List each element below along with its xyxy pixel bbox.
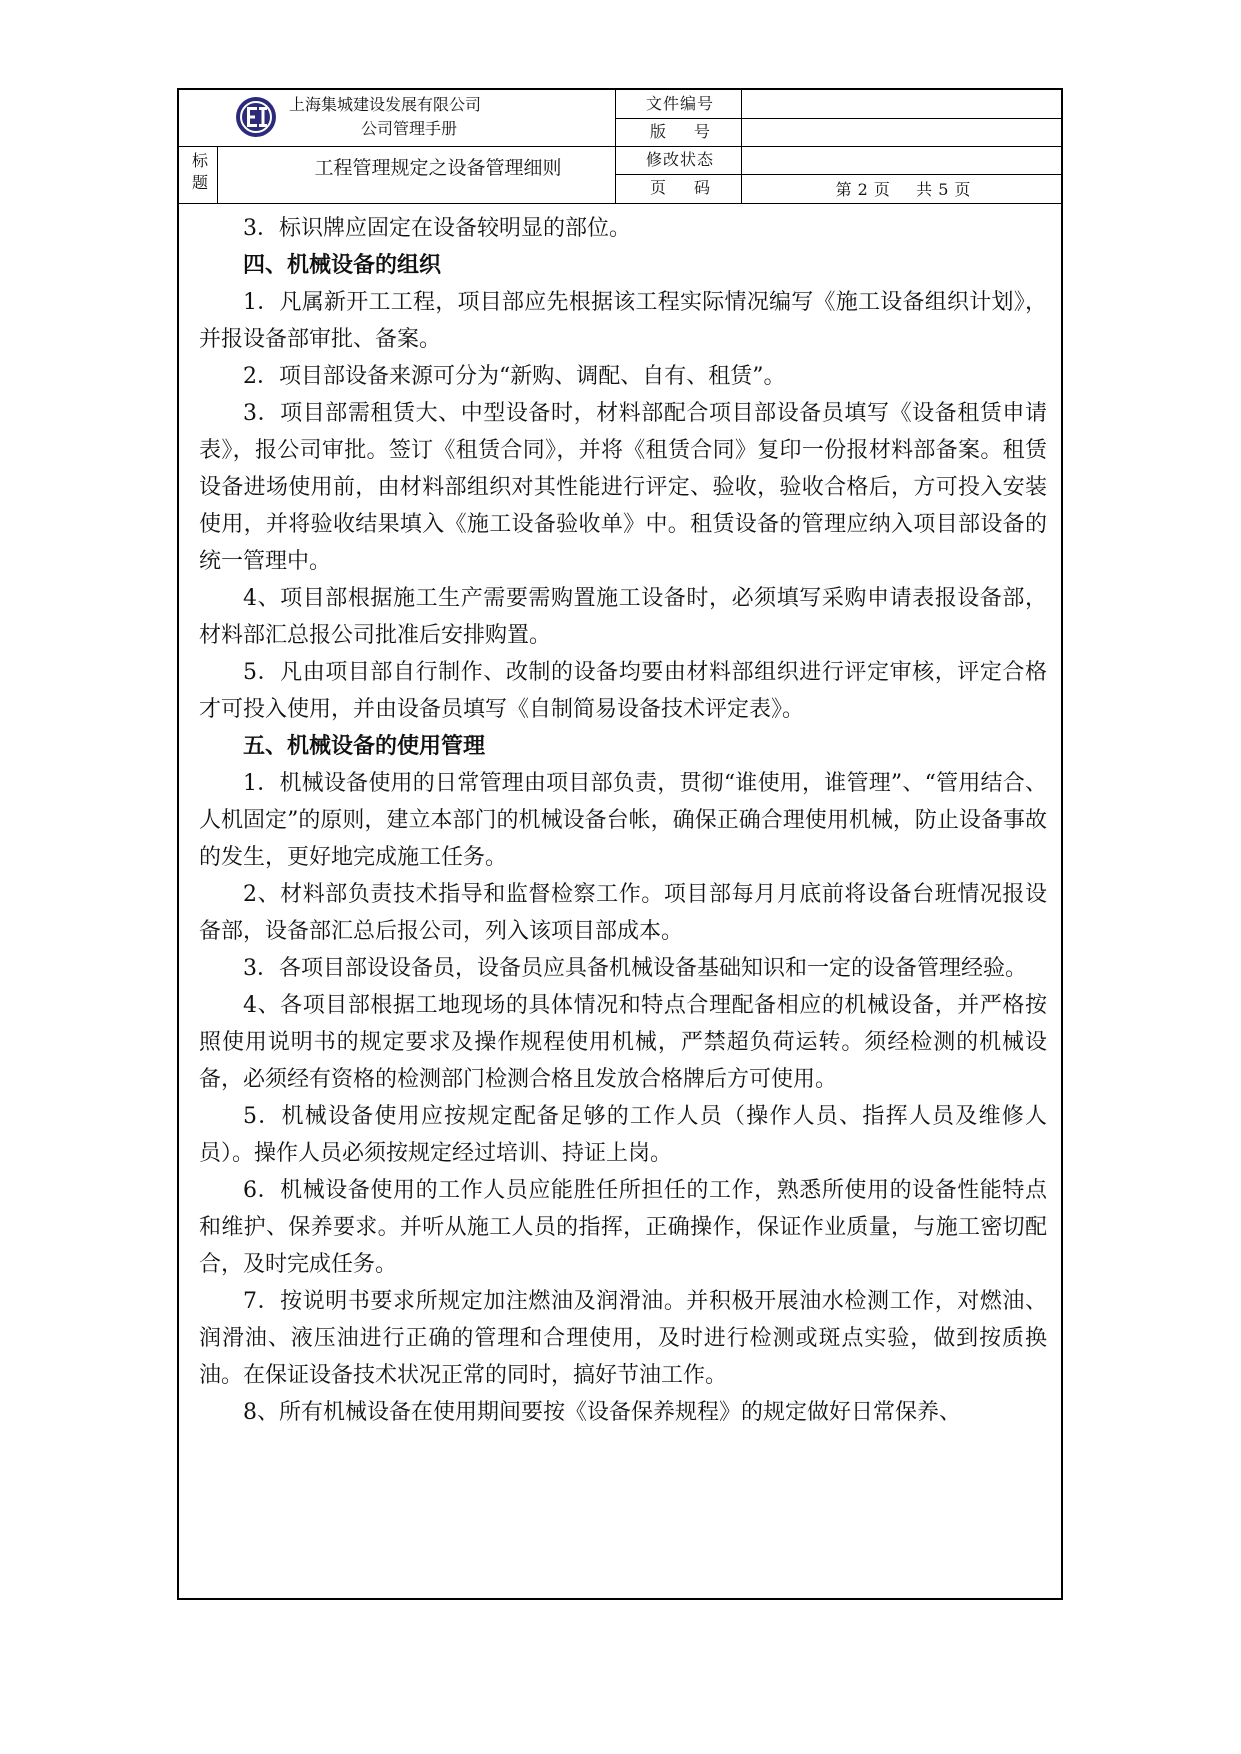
manual-name: 公司管理手册 xyxy=(360,119,457,138)
paragraph: 4、项目部根据施工生产需要需购置施工设备时，必须填写采购申请表报设备部，材料部汇总报公司批准后安排购置。 xyxy=(199,586,1047,648)
header-bottom-rule xyxy=(179,203,1061,204)
paragraph: 3．各项目部设设备员，设备员应具备机械设备基础知识和一定的设备管理经验。 xyxy=(243,956,1027,981)
page-total-prefix: 共 xyxy=(916,180,933,199)
paragraph: 4、各项目部根据工地现场的具体情况和特点合理配备相应的机械设备，并严格按照使用说明书的规定要求及操作规程使用机械，严禁超负荷运转。须经检测的机械设备，必须经有资格的检测部门检测合格且发放合格牌后方可使用。 xyxy=(199,993,1047,1092)
paragraph: 1．凡属新开工工程，项目部应先根据该工程实际情况编写《施工设备组织计划》，并报设备部审批、备案。 xyxy=(199,290,1047,352)
document-frame xyxy=(177,88,1063,1600)
revision-status-label: 修改状态 xyxy=(645,150,714,169)
paragraph: 1．机械设备使用的日常管理由项目部负责，贯彻“谁使用，谁管理”、“管用结合、人机固定”的原则，建立本部门的机械设备台帐，确保正确合理使用机械，防止设备事故的发生，更好地完成施工任务。 xyxy=(199,771,1047,870)
paragraph: 8、所有机械设备在使用期间要按《设备保养规程》的规定做好日常保养、 xyxy=(243,1400,961,1425)
header-divider xyxy=(179,146,1061,147)
header-column-rule xyxy=(217,146,218,204)
paragraph: 5．凡由项目部自行制作、改制的设备均要由材料部组织进行评定审核，评定合格才可投入使用，并由设备员填写《自制简易设备技术评定表》。 xyxy=(199,660,1047,722)
company-logo-icon xyxy=(235,96,277,138)
file-number-label: 文件编号 xyxy=(645,94,714,113)
page-number-label: 页码 xyxy=(649,178,738,197)
page-prefix: 第 xyxy=(835,180,852,199)
page-info xyxy=(745,178,1061,202)
paragraph: 3．项目部需租赁大、中型设备时，材料部配合项目部设备员填写《设备租赁申请表》，报公司审批。签订《租赁合同》，并将《租赁合同》复印一份报材料部备案。租赁设备进场使用前，由材料部组织对其性能进行评定、验收，验收合格后，方可投入安装使用，并将验收结果填入《施工设备验收单》中。租赁设备的管理应纳入项目部设备的统一管理中。 xyxy=(199,401,1047,574)
page-current: 2 xyxy=(857,180,868,199)
paragraph: 6．机械设备使用的工作人员应能胜任所担任的工作，熟悉所使用的设备性能特点和维护、保养要求。并听从施工人员的指挥，正确操作，保证作业质量，与施工密切配合，及时完成任务。 xyxy=(199,1178,1047,1277)
paragraph: 5．机械设备使用应按规定配备足够的工作人员（操作人员、指挥人员及维修人员）。操作人员必须按规定经过培训、持证上岗。 xyxy=(199,1104,1047,1166)
document-title: 工程管理规定之设备管理细则 xyxy=(314,157,562,179)
header-row-rule xyxy=(615,174,1061,175)
page-total-suffix: 页 xyxy=(954,180,971,199)
company-name: 上海集城建设发展有限公司 xyxy=(289,95,482,114)
paragraph: 7．按说明书要求所规定加注燃油及润滑油。并积极开展油水检测工作，对燃油、润滑油、液压油进行正确的管理和合理使用，及时进行检测或斑点实验，做到按质换油。在保证设备技术状况正常的同时，搞好节油工作。 xyxy=(199,1289,1047,1388)
title-label: 标题 xyxy=(191,151,208,192)
header-column-rule xyxy=(615,90,616,204)
header-row-rule xyxy=(615,118,1061,119)
paragraph: 2、材料部负责技术指导和监督检察工作。项目部每月月底前将设备台班情况报设备部，设备部汇总后报公司，列入该项目部成本。 xyxy=(199,882,1047,944)
section-heading: 四、机械设备的组织 xyxy=(243,253,442,278)
section-heading: 五、机械设备的使用管理 xyxy=(243,734,486,759)
paragraph: 2．项目部设备来源可分为“新购、调配、自有、租赁”。 xyxy=(243,364,786,389)
page-word: 页 xyxy=(873,180,890,199)
page-total: 5 xyxy=(938,180,949,199)
header-column-rule xyxy=(741,90,742,204)
document-body xyxy=(199,210,1047,1431)
version-label: 版号 xyxy=(649,122,738,141)
paragraph: 3．标识牌应固定在设备较明显的部位。 xyxy=(243,216,631,241)
document-header-table xyxy=(179,90,1061,204)
